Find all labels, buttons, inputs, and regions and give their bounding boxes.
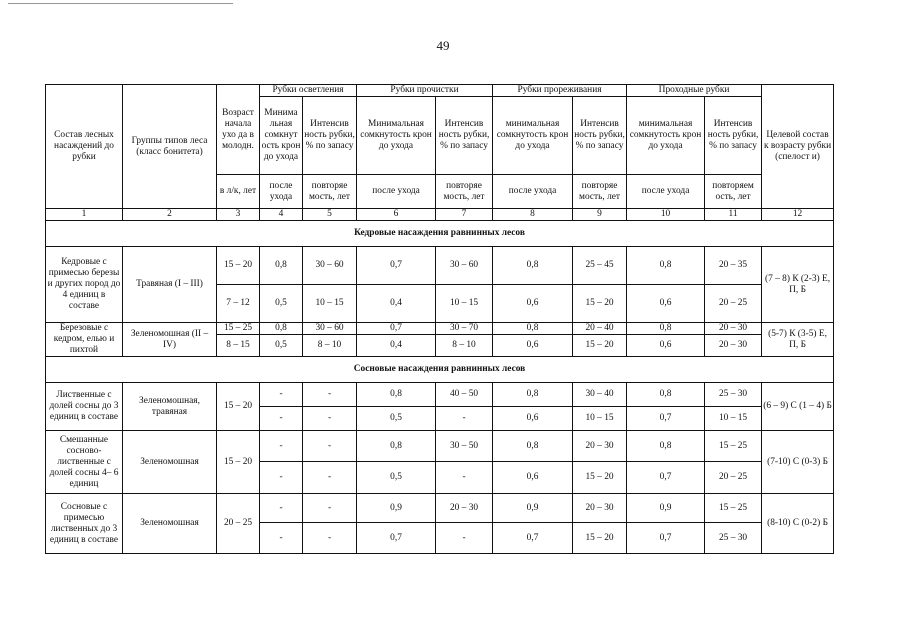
value-cell: 7 – 12 — [217, 285, 260, 323]
header-osv-after: после ухода — [260, 175, 303, 209]
forest-type-cell: Зеленомошная, травяная — [123, 383, 217, 431]
value-cell: 30 – 40 — [573, 383, 627, 407]
col-number: 8 — [493, 209, 573, 221]
value-cell: 10 – 15 — [303, 285, 357, 323]
header-target-composition: Целевой состав к возрасту рубки (спелост и) — [762, 85, 834, 209]
header-prr-min-density: минимальная сомкнутость крон до ухода — [493, 97, 573, 175]
header-osv-intensity: Интенсив ность рубки, % по запасу — [303, 97, 357, 175]
value-cell: - — [260, 383, 303, 407]
value-cell: 8 – 10 — [303, 335, 357, 357]
value-cell: 0,7 — [357, 323, 436, 335]
value-cell: - — [260, 523, 303, 554]
value-cell: 15 – 20 — [573, 523, 627, 554]
age-cell: 15 – 20 — [217, 431, 260, 494]
value-cell: 0,7 — [357, 523, 436, 554]
target-cell: (7 – 8) К (2-3) Е, П, Б — [762, 247, 834, 323]
value-cell: 0,6 — [493, 462, 573, 494]
value-cell: 25 – 45 — [573, 247, 627, 285]
value-cell: 0,8 — [260, 323, 303, 335]
value-cell: - — [260, 431, 303, 462]
col-number: 11 — [705, 209, 762, 221]
header-prr-after: после ухода — [493, 175, 573, 209]
col-number: 10 — [627, 209, 705, 221]
section-title-pine: Сосновые насаждения равнинных лесов — [46, 357, 834, 383]
header-forest-type: Группы типов леса (класс бонитета) — [123, 85, 217, 209]
col-number: 6 — [357, 209, 436, 221]
value-cell: 20 – 40 — [573, 323, 627, 335]
value-cell: 25 – 30 — [705, 383, 762, 407]
value-cell: - — [303, 523, 357, 554]
value-cell: 0,4 — [357, 335, 436, 357]
forest-type-cell: Травяная (I – III) — [123, 247, 217, 323]
value-cell: 20 – 25 — [705, 462, 762, 494]
value-cell: 0,7 — [357, 247, 436, 285]
value-cell: 15 – 25 — [217, 323, 260, 335]
value-cell: 10 – 15 — [573, 407, 627, 431]
col-number: 1 — [46, 209, 123, 221]
value-cell: 20 – 30 — [573, 431, 627, 462]
value-cell: 15 – 20 — [573, 462, 627, 494]
header-prr-repeat: повторяе мость, лет — [573, 175, 627, 209]
header-prochistka: Рубки прочистки — [357, 85, 493, 97]
value-cell: 0,9 — [627, 494, 705, 523]
value-cell: - — [260, 494, 303, 523]
col-number: 2 — [123, 209, 217, 221]
header-pro-intensity: Интенсив ность рубки, % по запасу — [436, 97, 493, 175]
value-cell: 20 – 30 — [705, 335, 762, 357]
target-cell: (7-10) С (0-3) Б — [762, 431, 834, 494]
value-cell: 0,7 — [627, 407, 705, 431]
value-cell: 0,8 — [627, 323, 705, 335]
header-prh-min-density: минимальная сомкнутость крон до ухода — [627, 97, 705, 175]
value-cell: 0,8 — [627, 247, 705, 285]
value-cell: - — [303, 383, 357, 407]
header-prh-intensity: Интенсив ность рубки, % по запасу — [705, 97, 762, 175]
header-osv-repeat: повторяе мость, лет — [303, 175, 357, 209]
col-number: 7 — [436, 209, 493, 221]
value-cell: 25 – 30 — [705, 523, 762, 554]
value-cell: 15 – 25 — [705, 494, 762, 523]
header-prr-intensity: Интенсив ность рубки, % по запасу — [573, 97, 627, 175]
value-cell: 30 – 60 — [303, 247, 357, 285]
composition-cell: Березовые с кедром, елью и пихтой — [46, 323, 123, 357]
value-cell: 0,8 — [260, 247, 303, 285]
value-cell: 20 – 30 — [436, 494, 493, 523]
value-cell: 0,6 — [493, 285, 573, 323]
value-cell: 20 – 25 — [705, 285, 762, 323]
target-cell: (5-7) К (3-5) Е, П, Б — [762, 323, 834, 357]
composition-cell: Лиственные с долей сосны до 3 единиц в составе — [46, 383, 123, 431]
age-cell: 15 – 20 — [217, 383, 260, 431]
value-cell: 0,7 — [627, 462, 705, 494]
header-pro-repeat: повторяе мость, лет — [436, 175, 493, 209]
forest-type-cell: Зеленомошная — [123, 494, 217, 554]
value-cell: 0,8 — [493, 247, 573, 285]
col-number: 3 — [217, 209, 260, 221]
forest-type-cell: Зеленомошная — [123, 431, 217, 494]
header-osv-min-density: Минима льная сомкнут ость крон до ухода — [260, 97, 303, 175]
value-cell: 0,5 — [260, 285, 303, 323]
value-cell: 0,9 — [493, 494, 573, 523]
value-cell: 8 – 15 — [217, 335, 260, 357]
value-cell: - — [303, 431, 357, 462]
value-cell: 30 – 70 — [436, 323, 493, 335]
forest-care-table — [45, 84, 834, 554]
value-cell: 0,5 — [357, 407, 436, 431]
value-cell: - — [436, 407, 493, 431]
top-rule — [8, 3, 233, 4]
value-cell: 15 – 20 — [217, 247, 260, 285]
value-cell: - — [436, 523, 493, 554]
page-number: 49 — [436, 38, 450, 53]
value-cell: 0,8 — [493, 431, 573, 462]
composition-cell: Смешанные сосново-лиственные с долей сосны 4– 6 единиц — [46, 431, 123, 494]
header-composition: Состав лесных насаждений до рубки — [46, 85, 123, 209]
header-pro-after: после ухода — [357, 175, 436, 209]
composition-cell: Кедровые с примесью березы и других пород до 4 единиц в составе — [46, 247, 123, 323]
value-cell: 0,6 — [493, 335, 573, 357]
value-cell: 0,4 — [357, 285, 436, 323]
value-cell: 0,7 — [493, 523, 573, 554]
target-cell: (6 – 9) С (1 – 4) Б — [762, 383, 834, 431]
value-cell: - — [303, 462, 357, 494]
age-cell: 20 – 25 — [217, 494, 260, 554]
col-number: 12 — [762, 209, 834, 221]
forest-type-cell: Зеленомошная (II – IV) — [123, 323, 217, 357]
value-cell: 0,6 — [493, 407, 573, 431]
value-cell: 40 – 50 — [436, 383, 493, 407]
value-cell: 20 – 35 — [705, 247, 762, 285]
value-cell: 30 – 60 — [303, 323, 357, 335]
value-cell: 15 – 20 — [573, 285, 627, 323]
value-cell: 15 – 20 — [573, 335, 627, 357]
value-cell: - — [303, 494, 357, 523]
value-cell: 8 – 10 — [436, 335, 493, 357]
value-cell: 0,8 — [627, 431, 705, 462]
header-age-unit: в л/к, лет — [217, 175, 260, 209]
header-osvetlenie: Рубки осветления — [260, 85, 357, 97]
col-number: 9 — [573, 209, 627, 221]
value-cell: 20 – 30 — [705, 323, 762, 335]
value-cell: 20 – 30 — [573, 494, 627, 523]
composition-cell: Сосновые с примесью лиственных до 3 единиц в составе — [46, 494, 123, 554]
value-cell: 15 – 25 — [705, 431, 762, 462]
value-cell: 0,8 — [493, 383, 573, 407]
value-cell: 10 – 15 — [436, 285, 493, 323]
value-cell: - — [260, 462, 303, 494]
value-cell: 0,8 — [627, 383, 705, 407]
value-cell: 30 – 50 — [436, 431, 493, 462]
header-pro-min-density: Минимальная сомкнутость крон до ухода — [357, 97, 436, 175]
header-prorezhivanie: Рубки прореживания — [493, 85, 627, 97]
value-cell: - — [436, 462, 493, 494]
target-cell: (8-10) С (0-2) Б — [762, 494, 834, 554]
value-cell: 0,9 — [357, 494, 436, 523]
value-cell: 0,6 — [627, 285, 705, 323]
value-cell: 0,8 — [357, 383, 436, 407]
value-cell: 30 – 60 — [436, 247, 493, 285]
section-title-cedar: Кедровые насаждения равнинных лесов — [46, 221, 834, 247]
header-prh-repeat: повторяем ость, лет — [705, 175, 762, 209]
header-start-age: Возраст начала ухо да в молодн. — [217, 85, 260, 175]
col-number: 4 — [260, 209, 303, 221]
value-cell: - — [260, 407, 303, 431]
value-cell: 10 – 15 — [705, 407, 762, 431]
value-cell: 0,7 — [627, 523, 705, 554]
col-number: 5 — [303, 209, 357, 221]
value-cell: 0,5 — [260, 335, 303, 357]
value-cell: 0,8 — [493, 323, 573, 335]
value-cell: 0,5 — [357, 462, 436, 494]
value-cell: 0,6 — [627, 335, 705, 357]
value-cell: - — [303, 407, 357, 431]
value-cell: 0,8 — [357, 431, 436, 462]
header-prh-after: после ухода — [627, 175, 705, 209]
header-prokhodnye: Проходные рубки — [627, 85, 762, 97]
